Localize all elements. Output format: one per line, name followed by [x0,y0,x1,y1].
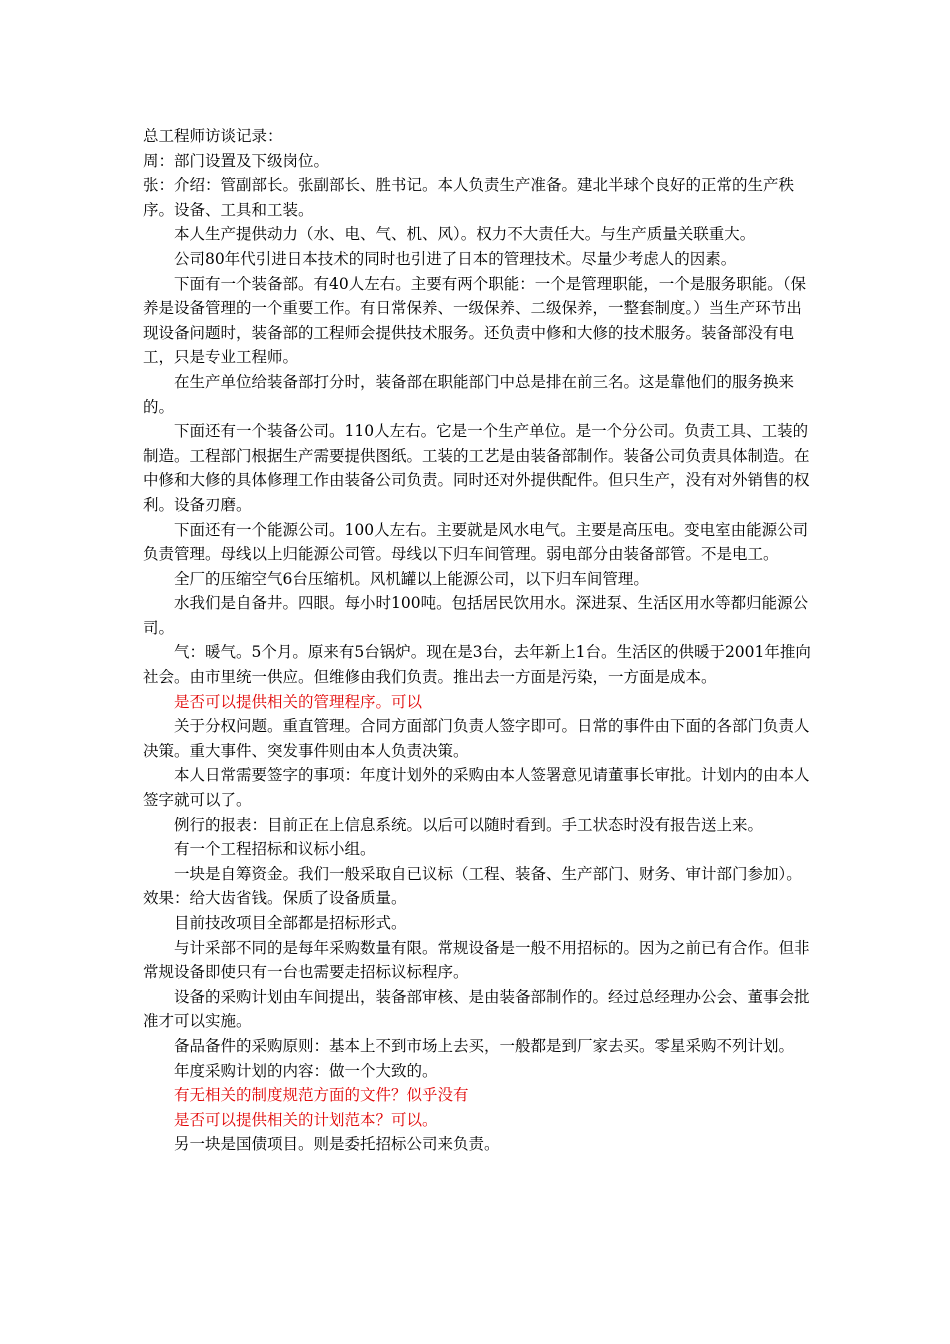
paragraph: 是否可以提供相关的管理程序。可以 [174,692,423,711]
paragraph: 另一块是国债项目。则是委托招标公司来负责。 [174,1135,500,1154]
paragraph: 下面有一个装备部。有40人左右。主要有两个职能：一个是管理职能，一个是服务职能。（保养是设备管理的一个重要工作。有日常保养、一级保养、二级保养，一整套制度。）当生产环节出现设备问题时，装备部的工程师会提供技术服务。还负责中修和大修的技术服务。装备部没有电工，只是专业工程师。 [143,274,806,367]
paragraph: 全厂的压缩空气6台压缩机。风机罐以上能源公司，以下归车间管理。 [174,569,649,588]
paragraph: 公司80年代引进日本技术的同时也引进了日本的管理技术。尽量少考虑人的因素。 [174,249,737,268]
paragraph: 备品备件的采购原则：基本上不到市场上去买，一般都是到厂家去买。零星采购不列计划。 [174,1036,795,1055]
document-body [143,149,815,1157]
paragraph: 张：介绍：管副部长。张副部长、胜书记。本人负责生产准备。建北半球个良好的正常的生产秩序。设备、工具和工装。 [143,176,795,219]
paragraph: 气：暖气。5个月。原来有5台锅炉。现在是3台，去年新上1台。生活区的供暖于2001年推向社会。由市里统一供应。但维修由我们负责。推出去一方面是污染，一方面是成本。 [143,643,811,687]
paragraph: 与计采部不同的是每年采购数量有限。常规设备是一般不用招标的。因为之前已有合作。但非常规设备即使只有一台也需要走招标议标程序。 [143,938,810,982]
document-heading: 总工程师访谈记录： [143,127,283,145]
paragraph: 本人日常需要签字的事项：年度计划外的采购由本人签署意见请董事长审批。计划内的由本人签字就可以了。 [143,766,810,810]
paragraph: 周：部门设置及下级岗位。 [143,151,330,170]
paragraph: 例行的报表：目前正在上信息系统。以后可以随时看到。手工状态时没有报告送上来。 [174,815,764,834]
paragraph: 水我们是自备井。四眼。每小时100吨。包括居民饮用水。深进泵、生活区用水等都归能源公司。 [143,594,809,637]
paragraph: 本人生产提供动力（水、电、气、机、风）。权力不大责任大。与生产质量关联重大。 [174,225,756,244]
paragraph: 设备的采购计划由车间提出，装备部审核、是由装备部制作的。经过总经理办公会、董事会批准才可以实施。 [143,987,810,1031]
paragraph: 在生产单位给装备部打分时，装备部在职能部门中总是排在前三名。这是靠他们的服务换来的。 [143,372,795,416]
paragraph: 年度采购计划的内容：做一个大致的。 [174,1061,438,1080]
paragraph: 下面还有一个装备公司。110人左右。它是一个生产单位。是一个分公司。负责工具、工装的制造。工程部门根据生产需要提供图纸。工装的工艺是由装备部制作。装备公司负责具体制造。在中修和大修的具体修理工作由装备公司负责。同时还对外提供配件。但只生产，没有对外销售的权利。设备刃磨。 [143,422,810,514]
paragraph: 目前技改项目全部都是招标形式。 [174,914,407,932]
paragraph: 一块是自筹资金。我们一般采取自已议标（工程、装备、生产部门、财务、审计部门参加）。效果：给大齿省钱。保质了设备质量。 [143,864,802,908]
paragraph: 下面还有一个能源公司。100人左右。主要就是风水电气。主要是高压电。变电室由能源公司负责管理。母线以上归能源公司管。母线以下归车间管理。弱电部分由装备部管。不是电工。 [143,520,809,564]
paragraph: 有一个工程招标和议标小组。 [174,840,376,859]
paragraph: 是否可以提供相关的计划范本？可以。 [174,1110,438,1129]
document-page [143,124,815,1157]
paragraph: 有无相关的制度规范方面的文件？似乎没有 [174,1086,469,1105]
paragraph: 关于分权问题。重直管理。合同方面部门负责人签字即可。日常的事件由下面的各部门负责人决策。重大事件、突发事件则由本人负责决策。 [143,717,810,760]
